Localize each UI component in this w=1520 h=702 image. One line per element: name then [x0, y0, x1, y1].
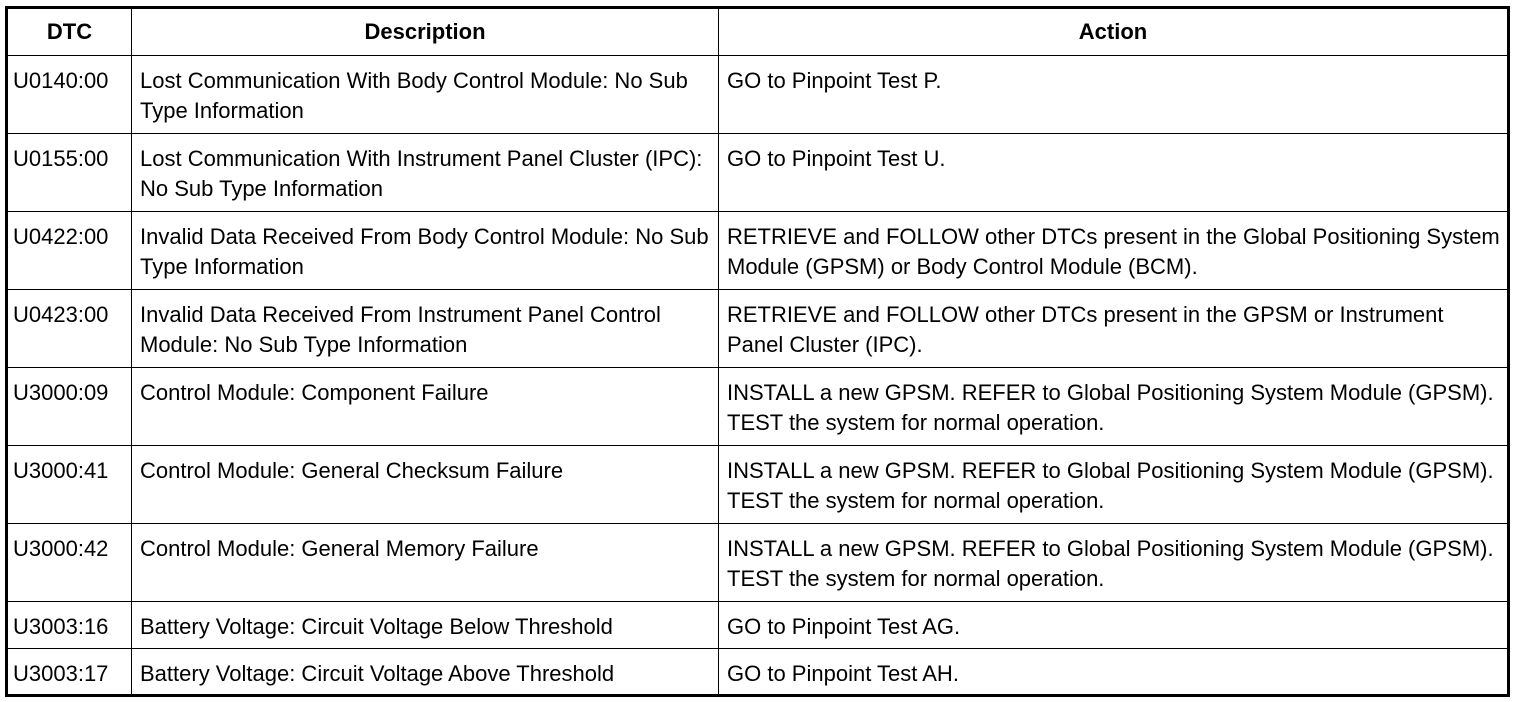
- description-cell: Lost Communication With Instrument Panel Cluster (IPC): No Sub Type Information: [132, 134, 719, 212]
- action-cell: GO to Pinpoint Test AG.: [719, 602, 1509, 649]
- dtc-code-cell: U0422:00: [7, 212, 132, 290]
- table-header-row: [7, 8, 1509, 56]
- action-cell: GO to Pinpoint Test AH.: [719, 649, 1509, 696]
- action-cell: INSTALL a new GPSM. REFER to Global Positioning System Module (GPSM). TEST the system for normal operation.: [719, 368, 1509, 446]
- table-row: [7, 212, 1509, 290]
- header-dtc: DTC: [7, 8, 132, 56]
- header-description: Description: [132, 8, 719, 56]
- dtc-code-cell: U3000:41: [7, 446, 132, 524]
- table-row: [7, 368, 1509, 446]
- table-row: [7, 446, 1509, 524]
- header-action: Action: [719, 8, 1509, 56]
- action-cell: RETRIEVE and FOLLOW other DTCs present in the Global Positioning System Module (GPSM) or Body Control Module (BCM).: [719, 212, 1509, 290]
- description-cell: Invalid Data Received From Body Control Module: No Sub Type Information: [132, 212, 719, 290]
- action-cell: GO to Pinpoint Test U.: [719, 134, 1509, 212]
- table-row: [7, 134, 1509, 212]
- table-row: [7, 290, 1509, 368]
- description-cell: Control Module: Component Failure: [132, 368, 719, 446]
- dtc-table: [5, 6, 1510, 697]
- dtc-code-cell: U0423:00: [7, 290, 132, 368]
- dtc-code-cell: U3000:09: [7, 368, 132, 446]
- dtc-code-cell: U0140:00: [7, 56, 132, 134]
- description-cell: Control Module: General Memory Failure: [132, 524, 719, 602]
- description-cell: Battery Voltage: Circuit Voltage Below Threshold: [132, 602, 719, 649]
- action-cell: INSTALL a new GPSM. REFER to Global Positioning System Module (GPSM). TEST the system for normal operation.: [719, 446, 1509, 524]
- table-row: [7, 649, 1509, 696]
- dtc-code-cell: U3003:16: [7, 602, 132, 649]
- description-cell: Invalid Data Received From Instrument Panel Control Module: No Sub Type Information: [132, 290, 719, 368]
- table-row: [7, 602, 1509, 649]
- description-cell: Lost Communication With Body Control Module: No Sub Type Information: [132, 56, 719, 134]
- description-cell: Control Module: General Checksum Failure: [132, 446, 719, 524]
- table-row: [7, 524, 1509, 602]
- description-cell: Battery Voltage: Circuit Voltage Above Threshold: [132, 649, 719, 696]
- dtc-code-cell: U3000:42: [7, 524, 132, 602]
- table-row: [7, 56, 1509, 134]
- dtc-code-cell: U0155:00: [7, 134, 132, 212]
- action-cell: RETRIEVE and FOLLOW other DTCs present in the GPSM or Instrument Panel Cluster (IPC).: [719, 290, 1509, 368]
- action-cell: INSTALL a new GPSM. REFER to Global Positioning System Module (GPSM). TEST the system for normal operation.: [719, 524, 1509, 602]
- dtc-code-cell: U3003:17: [7, 649, 132, 696]
- action-cell: GO to Pinpoint Test P.: [719, 56, 1509, 134]
